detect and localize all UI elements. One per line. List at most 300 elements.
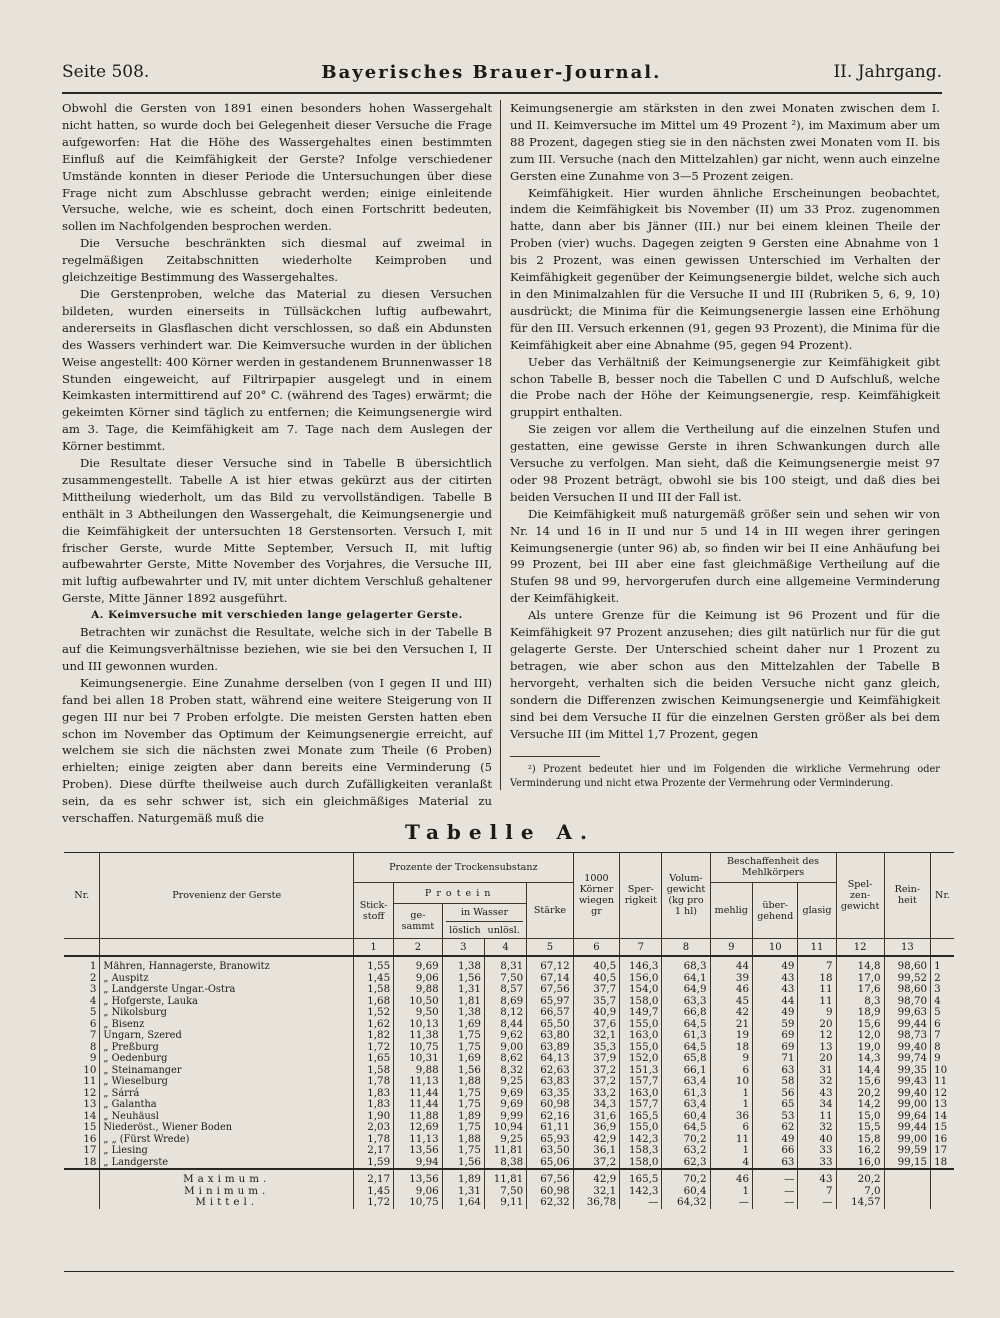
table-cell: 1,78 <box>354 1076 394 1088</box>
table-cell: 66,1 <box>662 1065 710 1077</box>
table-cell: 157,7 <box>620 1076 662 1088</box>
row-number-right: 7 <box>931 1030 954 1042</box>
table-cell: 37,7 <box>573 984 619 996</box>
table-cell: 11,38 <box>394 1030 443 1042</box>
row-number-right: 18 <box>931 1157 954 1170</box>
table-cell: 42 <box>710 1007 753 1019</box>
table-cell: 15,6 <box>836 1076 884 1088</box>
paragraph: Die Keimfähigkeit muß naturgemäß größer sein und sehen wir von Nr. 14 und 16 in II und nur 5 und 14 in III wegen ihrer geringen Keimungsenergie (unter 96) ab, so finden wir bei II eine Anhäufung bei 99 Prozent, bei III aber eine fast gleichmäßige Vertheilung auf die Stufen 98 und 99, hervorgerufen durch eine allgemeine Verminderung der Keimfähigkeit. <box>510 506 940 606</box>
summary-blank <box>64 1197 100 1209</box>
table-cell: 99,00 <box>884 1134 930 1146</box>
summary-cell: 13,56 <box>394 1169 443 1186</box>
table-cell: 70,2 <box>662 1134 710 1146</box>
row-origin: „ Liesing <box>100 1145 354 1157</box>
table-cell: 43 <box>753 973 798 985</box>
row-number: 7 <box>89 1029 97 1041</box>
table-cell: 62,63 <box>527 1065 573 1077</box>
table-cell: 1,38 <box>442 1007 484 1019</box>
table-cell: 63,83 <box>527 1076 573 1088</box>
row-origin: Ungarn, Szered <box>100 1030 354 1042</box>
table-cell: 99,52 <box>884 973 930 985</box>
table-cell: 39 <box>710 973 753 985</box>
table-cell: 98,70 <box>884 996 930 1008</box>
row-number-right: 4 <box>931 996 954 1008</box>
table-cell: 69 <box>753 1030 798 1042</box>
row-number-right: 14 <box>931 1111 954 1123</box>
table-cell: 1,52 <box>354 1007 394 1019</box>
table-row <box>64 1076 954 1088</box>
table-cell: 10 <box>710 1076 753 1088</box>
column-number: 13 <box>884 939 930 957</box>
row-origin: „ Steinamanger <box>100 1065 354 1077</box>
table-cell: 1,72 <box>354 1042 394 1054</box>
table-cell: 1,88 <box>442 1134 484 1146</box>
table-cell: 8,62 <box>484 1053 526 1065</box>
table-cell: 11,44 <box>394 1099 443 1111</box>
header-in-water-group <box>442 904 527 939</box>
table-cell: 1,56 <box>442 1157 484 1170</box>
row-number-right: 11 <box>931 1076 954 1088</box>
table-cell: 99,00 <box>884 1099 930 1111</box>
row-origin: Niederöst., Wiener Boden <box>100 1122 354 1134</box>
summary-label: Maximum. <box>100 1169 354 1186</box>
header-origin: Provenienz der Gerste <box>100 852 354 939</box>
table-cell: 9 <box>798 1007 836 1019</box>
table-cell: 19 <box>710 1030 753 1042</box>
row-number: 13 <box>83 1098 97 1110</box>
summary-cell: 1 <box>710 1186 753 1198</box>
header-protein: Protein <box>394 883 527 904</box>
summary-cell: 7,50 <box>484 1186 526 1198</box>
row-origin: „ Oedenburg <box>100 1053 354 1065</box>
summary-cell: 1,64 <box>442 1197 484 1209</box>
table-cell: 19,0 <box>836 1042 884 1054</box>
table-cell: 15,0 <box>836 1111 884 1123</box>
header-flour-body: Beschaffenheit des Mehlkörpers <box>710 852 836 883</box>
table-cell: 49 <box>753 1134 798 1146</box>
summary-cell: 32,1 <box>573 1186 619 1198</box>
summary-blank <box>931 1186 954 1198</box>
table-cell: 18 <box>798 973 836 985</box>
table-cell: 1,75 <box>442 1030 484 1042</box>
column-number-blank <box>64 939 100 957</box>
table-cell: 32,1 <box>573 1030 619 1042</box>
header-mehlig: mehlig <box>710 883 753 939</box>
table-cell: 9,62 <box>484 1030 526 1042</box>
table-cell: 99,35 <box>884 1065 930 1077</box>
table-cell: 142,3 <box>620 1134 662 1146</box>
table-cell: 10,31 <box>394 1053 443 1065</box>
row-number-right: 16 <box>931 1134 954 1146</box>
table-cell: 99,43 <box>884 1076 930 1088</box>
table-row <box>64 956 954 973</box>
table-cell: 63 <box>753 1157 798 1170</box>
row-number-right: 6 <box>931 1019 954 1031</box>
table-cell: 9,06 <box>394 973 443 985</box>
row-number-right: 1 <box>931 956 954 973</box>
table-cell: 37,2 <box>573 1076 619 1088</box>
table-cell: 1,68 <box>354 996 394 1008</box>
header-uebergehend: über-gehend <box>753 883 798 939</box>
column-number-row <box>64 939 954 957</box>
data-table <box>64 852 954 1209</box>
row-origin: „ Preßburg <box>100 1042 354 1054</box>
column-number-blank <box>931 939 954 957</box>
volume-label: II. Jahrgang. <box>833 62 942 82</box>
row-number-right: 3 <box>931 984 954 996</box>
paragraph: Keimfähigkeit. Hier wurden ähnliche Erscheinungen beobachtet, indem die Keimfähigkeit bis November (II) um 33 Proz. zugenommen hatte, dann aber bis Jänner (III.) nur bei einem kleinen Theile der Proben (vier) wuchs. Dagegen zeigten 9 Gersten eine Abnahme von 1 bis 2 Prozent, was einen gewissen Unterschied im Verhalten der Keimfähigkeit gegenüber der Keimungsenergie bildet, welche sich auch in den Minimalzahlen für die Versuche II und III (Rubriken 5, 6, 9, 10) ausdrückt; die Minima für die Keimungsenergie lassen eine Erhöhung für den III. Versuch erkennen (91, gegen 93 Prozent), die Minima für die Keimfähigkeit aber eine Abnahme (95, gegen 94 Prozent). <box>510 185 940 352</box>
table-cell: 36,1 <box>573 1145 619 1157</box>
table-cell: 66,8 <box>662 1007 710 1019</box>
table-cell: 64,1 <box>662 973 710 985</box>
table-cell: 14,8 <box>836 956 884 973</box>
summary-cell: 67,56 <box>527 1169 573 1186</box>
table-row <box>64 1157 954 1170</box>
row-number-right: 9 <box>931 1053 954 1065</box>
table-cell: 35,7 <box>573 996 619 1008</box>
summary-row <box>64 1197 954 1209</box>
table-cell: 61,3 <box>662 1088 710 1100</box>
table-cell: 59 <box>753 1019 798 1031</box>
summary-cell: 14,57 <box>836 1197 884 1209</box>
table-cell: 99,74 <box>884 1053 930 1065</box>
header-nr: Nr. <box>64 852 100 939</box>
table-row <box>64 1053 954 1065</box>
table-cell: 37,2 <box>573 1065 619 1077</box>
table-cell: 163,0 <box>620 1030 662 1042</box>
table-cell: 43 <box>753 984 798 996</box>
table-cell: 14,4 <box>836 1065 884 1077</box>
table-cell: 1 <box>710 1088 753 1100</box>
summary-cell: 9,11 <box>484 1197 526 1209</box>
table-cell: 61,11 <box>527 1122 573 1134</box>
header-husk-weight: Spel-zen-gewicht <box>836 852 884 939</box>
summary-cell <box>884 1197 930 1209</box>
table-cell: 1,56 <box>442 1065 484 1077</box>
table-cell: 99,63 <box>884 1007 930 1019</box>
summary-cell: 1,31 <box>442 1186 484 1198</box>
table-cell: 40,5 <box>573 973 619 985</box>
summary-cell: 142,3 <box>620 1186 662 1198</box>
summary-blank <box>931 1169 954 1186</box>
table-cell: 42,9 <box>573 1134 619 1146</box>
table-cell: 63,80 <box>527 1030 573 1042</box>
summary-cell: 10,75 <box>394 1197 443 1209</box>
row-number: 17 <box>83 1144 97 1156</box>
summary-cell: — <box>620 1197 662 1209</box>
paragraph: Die Versuche beschränkten sich diesmal auf zweimal in regelmäßigen Zeitabschnitten wiederholte Keimproben und gleichzeitige Bestimmung des Wassergehaltes. <box>62 236 492 285</box>
table-cell: 1,31 <box>442 984 484 996</box>
summary-cell: 11,81 <box>484 1169 526 1186</box>
table-cell: 8,69 <box>484 996 526 1008</box>
footnote-rule <box>510 756 600 757</box>
table-cell: 1,81 <box>442 996 484 1008</box>
summary-cell: 2,17 <box>354 1169 394 1186</box>
table-cell: 18 <box>710 1042 753 1054</box>
table-cell: 1,75 <box>442 1122 484 1134</box>
table-cell: 40,9 <box>573 1007 619 1019</box>
summary-cell: 42,9 <box>573 1169 619 1186</box>
table-cell: 33,2 <box>573 1088 619 1100</box>
table-row <box>64 1145 954 1157</box>
summary-cell: 62,32 <box>527 1197 573 1209</box>
table-cell: 99,40 <box>884 1088 930 1100</box>
table-cell: 35,3 <box>573 1042 619 1054</box>
page-number: Seite 508. <box>62 62 150 82</box>
table-cell: 156,0 <box>620 973 662 985</box>
table-cell: 65,06 <box>527 1157 573 1170</box>
table-cell: 99,40 <box>884 1042 930 1054</box>
table-cell: 63,4 <box>662 1076 710 1088</box>
row-origin: „ Landgerste Ungar.-Ostra <box>100 984 354 996</box>
table-cell: 66,57 <box>527 1007 573 1019</box>
column-number: 1 <box>354 939 394 957</box>
table-cell: 155,0 <box>620 1042 662 1054</box>
row-number: 15 <box>83 1121 97 1133</box>
table-cell: 6 <box>710 1122 753 1134</box>
table-cell: 65,97 <box>527 996 573 1008</box>
header-rule <box>62 92 942 94</box>
row-number: 3 <box>89 983 97 995</box>
table-cell: 63 <box>753 1065 798 1077</box>
table-cell: 17,0 <box>836 973 884 985</box>
table-cell: 33 <box>798 1157 836 1170</box>
table-cell: 8,57 <box>484 984 526 996</box>
table-cell: 11 <box>798 996 836 1008</box>
column-number: 6 <box>573 939 619 957</box>
section-title: A. Keimversuche mit verschieden lange gelagerter Gerste. <box>91 609 463 622</box>
table-cell: 7,50 <box>484 973 526 985</box>
summary-cell: 70,2 <box>662 1169 710 1186</box>
table-cell: 98,73 <box>884 1030 930 1042</box>
table-cell: 1,45 <box>354 973 394 985</box>
table-cell: 2,03 <box>354 1122 394 1134</box>
column-number: 8 <box>662 939 710 957</box>
table-cell: 63,4 <box>662 1099 710 1111</box>
table-cell: 56 <box>753 1088 798 1100</box>
table-row <box>64 1099 954 1111</box>
table-cell: 9,69 <box>484 1099 526 1111</box>
summary-cell: 60,98 <box>527 1186 573 1198</box>
table-cell: 10,94 <box>484 1122 526 1134</box>
header-volume-weight: Volum-gewicht (kg pro 1 hl) <box>662 852 710 939</box>
summary-label: Mittel. <box>100 1197 354 1209</box>
table-cell: 13,56 <box>394 1145 443 1157</box>
table-cell: 14,3 <box>836 1053 884 1065</box>
row-number: 6 <box>89 1017 97 1030</box>
table-cell: 63,2 <box>662 1145 710 1157</box>
table-cell: 155,0 <box>620 1019 662 1031</box>
row-number: 5 <box>89 1006 97 1018</box>
row-origin: „ Neuhäusl <box>100 1111 354 1123</box>
summary-cell: 9,06 <box>394 1186 443 1198</box>
table-cell: 1,38 <box>442 956 484 973</box>
table-cell: 1,83 <box>354 1088 394 1100</box>
table-cell: 65,8 <box>662 1053 710 1065</box>
table-cell: 7 <box>798 956 836 973</box>
row-number: 8 <box>89 1040 97 1053</box>
table-cell: 10,13 <box>394 1019 443 1031</box>
row-number-right: 17 <box>931 1145 954 1157</box>
summary-blank <box>931 1197 954 1209</box>
table-cell: 43 <box>798 1088 836 1100</box>
table-cell: 37,6 <box>573 1019 619 1031</box>
table-cell: 163,0 <box>620 1088 662 1100</box>
table-cell: 1,58 <box>354 1065 394 1077</box>
table-cell: 40,5 <box>573 956 619 973</box>
summary-row <box>64 1169 954 1186</box>
row-origin: „ Nikolsburg <box>100 1007 354 1019</box>
table-cell: 37,9 <box>573 1053 619 1065</box>
table-cell: 53 <box>753 1111 798 1123</box>
table-cell: 149,7 <box>620 1007 662 1019</box>
table-cell: 9,25 <box>484 1134 526 1146</box>
table-cell: 4 <box>710 1157 753 1170</box>
table-cell: 16,0 <box>836 1157 884 1170</box>
row-number: 14 <box>83 1109 97 1122</box>
summary-blank <box>64 1186 100 1198</box>
table-cell: 32 <box>798 1122 836 1134</box>
row-origin: „ Bisenz <box>100 1019 354 1031</box>
table-cell: 61,3 <box>662 1030 710 1042</box>
table-cell: 40 <box>798 1134 836 1146</box>
table-cell: 11 <box>710 1134 753 1146</box>
summary-cell: — <box>753 1169 798 1186</box>
table-cell: 152,0 <box>620 1053 662 1065</box>
row-origin: „ Wieselburg <box>100 1076 354 1088</box>
table-cell: 14,2 <box>836 1099 884 1111</box>
table-cell: 9,00 <box>484 1042 526 1054</box>
table-cell: 9,88 <box>394 1065 443 1077</box>
summary-cell: 60,4 <box>662 1186 710 1198</box>
paragraph: Sie zeigen vor allem die Vertheilung auf die einzelnen Stufen und gestatten, eine gewisse Gerste in ihren Schwankungen durch alle Versuche zu verfolgen. Man sieht, daß die Keimungsenergie meist 97 oder 98 Prozent beträgt, obwohl sie bis 100 steigt, und daß dies bei beiden Versuchen II und III der Fall ist. <box>510 422 940 504</box>
header-glasig: glasig <box>798 883 836 939</box>
table-cell: 158,3 <box>620 1145 662 1157</box>
summary-cell: 64,32 <box>662 1197 710 1209</box>
table-cell: 165,5 <box>620 1111 662 1123</box>
column-number: 9 <box>710 939 753 957</box>
table-cell: 15,5 <box>836 1122 884 1134</box>
footnote: ²) Prozent bedeutet hier und im Folgenden die wirkliche Vermehrung oder Verminderung und nicht etwa Prozente der Vermehrung oder Verminderung. <box>510 764 940 789</box>
table-cell: 20 <box>798 1019 836 1031</box>
table-cell: 16,2 <box>836 1145 884 1157</box>
table-cell: 99,15 <box>884 1157 930 1170</box>
page-header <box>62 58 942 86</box>
paragraph: Keimungsenergie am stärksten in den zwei Monaten zwischen dem I. und II. Keimversuche im Mittel um 49 Prozent ²), im Maximum aber um 88 Prozent, dagegen stieg sie in den nächsten zwei Monaten vom II. bis zum III. Versuche (nach den Mittelzahlen) gar nicht, wenn auch einzelne Gersten eine Zunahme von 3—5 Prozent zeigen. <box>510 101 940 183</box>
table-cell: 65,50 <box>527 1019 573 1031</box>
header-starch: Stärke <box>527 883 573 939</box>
summary-cell: 43 <box>798 1169 836 1186</box>
table-cell: 9,69 <box>394 956 443 973</box>
row-number: 11 <box>83 1075 97 1087</box>
table-cell: 36 <box>710 1111 753 1123</box>
table-cell: 64,5 <box>662 1019 710 1031</box>
summary-cell: 1,72 <box>354 1197 394 1209</box>
table-cell: 44 <box>710 956 753 973</box>
paragraph: Die Gerstenproben, welche das Material zu diesen Versuchen bildeten, wurden einerseits in Tüllsäckchen luftig aufbewahrt, andererseits in Glasflaschen dicht verschlossen, so daß ein Abdunsten des Wassers verhindert war. Die Keimversuche wurden in der üblichen Weise angestellt: 400 Körner werden in gestandenem Brunnenwasser 18 Stunden eingeweicht, auf Filtrirpapier ausgelegt und in einem Keimkasten intermittirend auf 20° C. (während des Tages) erwärmt; die gekeimten Körner sind täglich zu entfernen; die Keimungsenergie wird am 3. Tage, die Keimfähigkeit am 7. Tage nach dem Auslegen der Körner bestimmt. <box>62 286 492 454</box>
table-cell: 15,8 <box>836 1134 884 1146</box>
header-protein-total: ge-sammt <box>394 904 443 939</box>
paragraph: Als untere Grenze für die Keimung ist 96 Prozent und für die Keimfähigkeit 97 Prozent anzusehen; dies gilt natürlich nur für die gut gelagerte Gerste. Der Unterschied scheint daher nur 1 Prozent zu betragen, wie aber schon aus den Mittelzahlen der Tabelle B hervorgeht, verhalten sich die beiden Versuche nicht ganz gleich, sondern die Differenzen zwischen Keimungsenergie und Keimfähigkeit sind bei dem Versuche II für die einzelnen Gersten größer als bei dem Versuche III (im Mittel 1,7 Prozent, gegen <box>510 608 940 741</box>
table-cell: 49 <box>753 956 798 973</box>
paragraph: Ueber das Verhältniß der Keimungsenergie zur Keimfähigkeit gibt schon Tabelle B, besser noch die Tabellen C und D Aufschluß, welche die Probe nach der Höhe der Keimungsenergie, resp. Keimfähigkeit gruppirt enthalten. <box>510 354 940 420</box>
table-cell: 67,56 <box>527 984 573 996</box>
header-dry-substance: Prozente der Trockensubstanz <box>354 852 574 883</box>
row-number: 16 <box>83 1132 97 1145</box>
table-cell: 98,60 <box>884 984 930 996</box>
row-number-right: 8 <box>931 1042 954 1054</box>
table-cell: 69 <box>753 1042 798 1054</box>
table-cell: 37,2 <box>573 1157 619 1170</box>
row-origin: „ Hofgerste, Lauka <box>100 996 354 1008</box>
table-row <box>64 1030 954 1042</box>
table-cell: 99,44 <box>884 1122 930 1134</box>
row-origin: Mähren, Hannagerste, Branowitz <box>100 956 354 973</box>
table-cell: 15,6 <box>836 1019 884 1031</box>
row-number: 18 <box>83 1155 97 1168</box>
summary-cell: 46 <box>710 1169 753 1186</box>
row-origin: „ „ (Fürst Wrede) <box>100 1134 354 1146</box>
summary-cell: 1,45 <box>354 1186 394 1198</box>
column-number: 4 <box>484 939 526 957</box>
table-cell: 12,0 <box>836 1030 884 1042</box>
column-number: 3 <box>442 939 484 957</box>
table-cell: 99,59 <box>884 1145 930 1157</box>
table-cell: 12,69 <box>394 1122 443 1134</box>
header-nr-right: Nr. <box>931 852 954 939</box>
table-cell: 13 <box>798 1042 836 1054</box>
row-number: 9 <box>89 1052 97 1064</box>
table-cell: 8,12 <box>484 1007 526 1019</box>
table-cell: 2,17 <box>354 1145 394 1157</box>
table-cell: 1,75 <box>442 1145 484 1157</box>
table-cell: 64,5 <box>662 1122 710 1134</box>
paragraph: Obwohl die Gersten von 1891 einen besonders hohen Wassergehalt nicht hatten, so wurde doch bei Gelegenheit dieser Versuche die Frage aufgeworfen: Hat die Höhe des Wassergehaltes einen bestimmten Einfluß auf die Keimfähigkeit der Gerste? Infolge verschiedener Umstände konnten in dieser Periode die Untersuchungen über diese Frage nicht zum Abschlusse gebracht werden; einige einleitende Versuche, welche, wie es scheint, doch einen Fortschritt bedeuten, sollen im Nachfolgenden besprochen werden. <box>62 101 492 234</box>
table-row <box>64 1122 954 1134</box>
row-number-right: 5 <box>931 1007 954 1019</box>
table-cell: 31 <box>798 1065 836 1077</box>
table-cell: 146,3 <box>620 956 662 973</box>
table-cell: 9,25 <box>484 1076 526 1088</box>
table-cell: 151,3 <box>620 1065 662 1077</box>
table-cell: 68,3 <box>662 956 710 973</box>
summary-cell: 1,89 <box>442 1169 484 1186</box>
table-cell: 21 <box>710 1019 753 1031</box>
table-cell: 11,13 <box>394 1134 443 1146</box>
table-cell: 155,0 <box>620 1122 662 1134</box>
table-cell: 17,6 <box>836 984 884 996</box>
table-cell: 1 <box>710 1145 753 1157</box>
table-cell: 11,44 <box>394 1088 443 1100</box>
table-cell: 31,6 <box>573 1111 619 1123</box>
table-cell: 154,0 <box>620 984 662 996</box>
header-solubility <box>446 922 524 936</box>
row-number: 4 <box>89 994 97 1007</box>
row-number-right: 10 <box>931 1065 954 1077</box>
left-column <box>62 100 492 827</box>
header-weight-1000: 1000 Körner wiegen gr <box>573 852 619 939</box>
table-cell: 62 <box>753 1122 798 1134</box>
table-cell: 8,38 <box>484 1157 526 1170</box>
row-number: 2 <box>89 971 97 984</box>
table-cell: 20 <box>798 1053 836 1065</box>
table-cell: 1,90 <box>354 1111 394 1123</box>
row-number: 10 <box>83 1063 97 1076</box>
column-number-blank <box>100 939 354 957</box>
table-cell: 157,7 <box>620 1099 662 1111</box>
row-origin: „ Galantha <box>100 1099 354 1111</box>
table-cell: 63,50 <box>527 1145 573 1157</box>
